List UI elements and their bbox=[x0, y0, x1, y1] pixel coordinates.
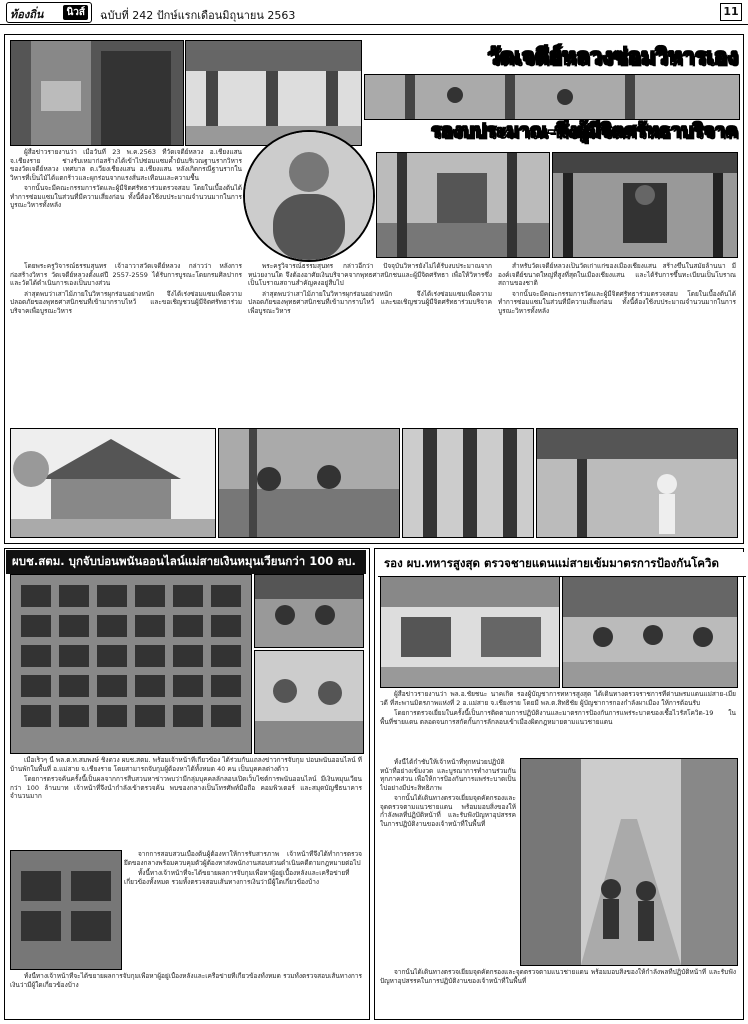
story2-paragraph: โดยการตรวจค้นครั้งนี้เป็นผลจากการสืบสวนหาข่าวพบว่ามีกลุ่มบุคคลลักลอบเปิดเว็บไซต์การพนันออนไลน์ มีเงินหมุนเวียนกว่า 100 ล้านบาท เจ้าหน้าที่จึงนำกำลังเข้าตรวจค้น พบของกลางเป็นโทรศัพท์มือถือ คอมพิวเตอร์ และสมุดบัญชีธนาคารจำนวนมาก bbox=[10, 775, 362, 800]
story3-paragraph: จากนั้นได้เดินทางตรวจเยี่ยมจุดคัดกรองและจุดตรวจตามแนวชายแดน พร้อมมอบสิ่งของให้กำลังพลที่ปฏิบัติหน้าที่ และรับฟังปัญหาอุปสรรคในการปฏิบัติงานของเจ้าหน้าที่ในพื้นที่ bbox=[380, 968, 736, 985]
story3-paragraph: จากนั้นได้เดินทางตรวจเยี่ยมจุดคัดกรองและจุดตรวจตามแนวชายแดน พร้อมมอบสิ่งของให้กำลังพลที่ปฏิบัติหน้าที่ และรับฟังปัญหาอุปสรรคในการปฏิบัติงานของเจ้าหน้าที่ในพื้นที่ bbox=[380, 794, 516, 828]
photo-abbot-portrait bbox=[243, 130, 375, 262]
newspaper-logo bbox=[6, 2, 92, 23]
story2-paragraph: ทั้งนี้ทางเจ้าหน้าที่จะได้ขยายผลการจับกุมเพื่อหาผู้อยู่เบื้องหลังและเครือข่ายที่เกี่ยวข้องทั้งหมด รวมทั้งตรวจสอบเส้นทางการเงินว่ามีผู้ใดเกี่ยวข้องบ้าง bbox=[10, 972, 362, 989]
feature-paragraph: พระครูวิจารณ์ธรรมสุนทร กล่าวอีกว่า ปัจจุบันวิหารยังไม่ได้รับงบประมาณจากหน่วยงานใด จึงต้องอาศัยเงินบริจาคจากพุทธศาสนิกชนและผู้มีจิตศรัทธา เพื่อให้วิหารซึ่งเป็นโบราณสถานสำคัญคงอยู่สืบไป bbox=[248, 262, 492, 287]
story3-text-col bbox=[380, 758, 516, 964]
story2-text-lead bbox=[10, 756, 362, 846]
logo-main-text: ท้องถิ่น bbox=[10, 8, 44, 21]
photo-buddha-altar bbox=[552, 152, 738, 258]
story3-paragraph: โดยการตรวจเยี่ยมในครั้งนี้เป็นการติดตามการปฏิบัติงานและมาตรการป้องกันการแพร่ระบาดของเชื้อไวรัสโควิด-19 ในพื้นที่ชายแดน ตลอดจนการสกัดกั้นการลักลอบเข้าเมืองผิดกฎหมายตามแนวชายแดน bbox=[380, 709, 736, 726]
photo-damaged-pillar bbox=[10, 40, 184, 146]
feature-title-1: วัดเจดีย์หลวงซ่อมวิหารเอง bbox=[487, 45, 738, 70]
photo-inspection-meeting bbox=[218, 428, 400, 538]
feature-paragraph: โดยพระครูวิจารณ์ธรรมสุนทร เจ้าอาวาสวัดเจดีย์หลวง กล่าวว่า หลังการก่อสร้างวิหาร วัดเจดีย์หลวงตั้งแต่ปี 2557-2559 ได้รับการบูรณะโดยกรมศิลปากร และวัดได้ดำเนินการเองเป็นบางส่วน bbox=[10, 262, 242, 287]
photo-workers-repair bbox=[364, 74, 740, 120]
feature-paragraph: สำหรับวัดเจดีย์หลวงเป็นวัดเก่าแก่ของเมืองเชียงแสน สร้างขึ้นในสมัยล้านนา มีองค์เจดีย์ขนาดใหญ่ที่สูงที่สุดในเมืองเชียงแสน และได้รับการขึ้นทะเบียนเป็นโบราณสถานของชาติ bbox=[498, 262, 736, 287]
story3-title: รอง ผบ.ทหารสูงสุด ตรวจชายแดนแม่สายเข้มมาตรการป้องกันโควิด bbox=[378, 552, 746, 577]
photo-checkpoint bbox=[380, 576, 560, 688]
photo-officers-group bbox=[562, 576, 738, 688]
feature-text-col2 bbox=[248, 262, 492, 424]
photo-vihara-exterior bbox=[185, 40, 362, 146]
photo-suspects bbox=[254, 650, 364, 754]
story3-text-end bbox=[380, 968, 736, 1014]
story3-text-lead bbox=[380, 690, 736, 754]
story2-text-end bbox=[10, 972, 362, 1014]
photo-evidence-table bbox=[10, 850, 122, 970]
photo-seized-phones bbox=[10, 574, 252, 754]
photo-visitor-inspection bbox=[536, 428, 738, 538]
feature-paragraph: จากนั้นจะมีคณะกรรมการวัดและผู้มีจิตศรัทธาร่วมตรวจสอบ โดยในเบื้องต้นได้ทำการซ่อมแซมในส่วนที่มีความเสี่ยงก่อน ทั้งนี้ต้องใช้งบประมาณจำนวนมากในการบูรณะวิหารทั้งหลัง bbox=[10, 184, 242, 209]
issue-info: ฉบับที่ 242 ปักษ์แรกเดือนมิถุนายน 2563 bbox=[100, 9, 296, 22]
story2-text-body bbox=[124, 850, 362, 968]
story3-paragraph: ทั้งนี้ได้กำชับให้เจ้าหน้าที่ทุกหน่วยปฏิบัติหน้าที่อย่างเข้มงวด และบูรณาการทำงานร่วมกันทุกภาคส่วน เพื่อให้การป้องกันการแพร่ระบาดเป็นไปอย่างมีประสิทธิภาพ bbox=[380, 758, 516, 792]
story2-paragraph: ทั้งนี้ทางเจ้าหน้าที่จะได้ขยายผลการจับกุมเพื่อหาผู้อยู่เบื้องหลังและเครือข่ายที่เกี่ยวข้องทั้งหมด รวมทั้งตรวจสอบเส้นทางการเงินว่ามีผู้ใดเกี่ยวข้องบ้าง bbox=[124, 869, 350, 886]
logo-tag-text: นิวส์ bbox=[63, 5, 88, 20]
page-number: 11 bbox=[720, 3, 742, 21]
feature-paragraph: ล่าสุดพบว่าเสาไม้ภายในวิหารผุกร่อนอย่างหนัก จึงได้เร่งซ่อมแซมเพื่อความปลอดภัยของพุทธศาสนิกชนที่เข้ามากราบไหว้ และขอเชิญชวนผู้มีจิตศรัทธาร่วมบริจาคเพื่อบูรณะวิหาร bbox=[248, 289, 492, 315]
feature-paragraph: ผู้สื่อข่าวรายงานว่า เมื่อวันที่ 23 พ.ค.2563 ที่วัดเจดีย์หลวง อ.เชียงแสน จ.เชียงราย ช่างรับเหมาก่อสร้างได้เข้าไปซ่อมแซมค้ำยันบริเวณฐานรากวิหาร ของวัดเจดีย์หลวง เทศบาล ต.เวียงเชียงแสน อ.เชียงแสน หลังเกิดกรณีฐานรากในวิหารที่เป็นไม้ได้แตกร้าวและผุกร่อนจากแรงสั่นสะเทือนและความชื้น bbox=[10, 148, 242, 182]
photo-vihara-interior-1 bbox=[376, 152, 550, 258]
feature-paragraph: ล่าสุดพบว่าเสาไม้ภายในวิหารผุกร่อนอย่างหนัก จึงได้เร่งซ่อมแซมเพื่อความปลอดภัยของพุทธศาสนิกชนที่เข้ามากราบไหว้ และขอเชิญชวนผู้มีจิตศรัทธาร่วมบริจาคเพื่อบูรณะวิหาร bbox=[10, 289, 242, 315]
photo-press-conference bbox=[254, 574, 364, 648]
story3-paragraph: ผู้สื่อข่าวรายงานว่า พล.อ.ชัยชนะ นาคเกิด รองผู้บัญชาการทหารสูงสุด ได้เดินทางตรวจราชการที่ด่านพรมแดนแม่สาย-เมียวดี ที่สะพานมิตรภาพแห่งที่ 2 อ.แม่สาย จ.เชียงราย โดยมี พล.ต.สิทธิชัย ผู้บัญชาการกองกำลังผาเมือง ให้การต้อนรับ bbox=[380, 690, 736, 707]
story2-title: ผบช.สตม. บุกจับบ่อนพนันออนไลน์แม่สายเงินหมุนเวียนกว่า 100 ลบ. bbox=[6, 550, 366, 574]
photo-wooden-pillars bbox=[402, 428, 534, 538]
story2-paragraph: จากการสอบสวนเบื้องต้นผู้ต้องหาให้การรับสารภาพ เจ้าหน้าที่จึงได้ทำการตรวจยึดของกลางพร้อมควบคุมตัวผู้ต้องหาส่งพนักงานสอบสวนดำเนินคดีตามกฎหมายต่อไป bbox=[124, 850, 362, 867]
page-header bbox=[0, 0, 748, 25]
feature-paragraph: จากนั้นจะมีคณะกรรมการวัดและผู้มีจิตศรัทธาร่วมตรวจสอบ โดยในเบื้องต้นได้ทำการซ่อมแซมในส่วนที่มีความเสี่ยงก่อน ทั้งนี้ต้องใช้งบประมาณจำนวนมากในการบูรณะวิหารทั้งหลัง bbox=[498, 289, 736, 315]
feature-text-lead bbox=[10, 148, 242, 260]
feature-text-col1 bbox=[10, 262, 242, 424]
photo-temple-building bbox=[10, 428, 216, 538]
photo-border-walk bbox=[520, 758, 738, 966]
story2-paragraph: เมื่อเร็วๆ นี้ พล.ต.ท.สมพงษ์ ชิงดวง ผบช.สตม. พร้อมเจ้าหน้าที่เกี่ยวข้อง ได้ร่วมกันแถลงข่าวการจับกุม บ่อนพนันออนไลน์ ที่บ้านพักในพื้นที่ อ.แม่สาย จ.เชียงราย โดยสามารถจับกุมผู้ต้องหาได้ทั้งหมด 40 คน เป็นบุคคลต่างด้าว bbox=[10, 756, 362, 773]
feature-text-col3 bbox=[498, 262, 736, 424]
feature-title-2: รองบประมาณ-พึ่งผู้มีจิตศรัทธาบริจาค bbox=[431, 120, 738, 142]
